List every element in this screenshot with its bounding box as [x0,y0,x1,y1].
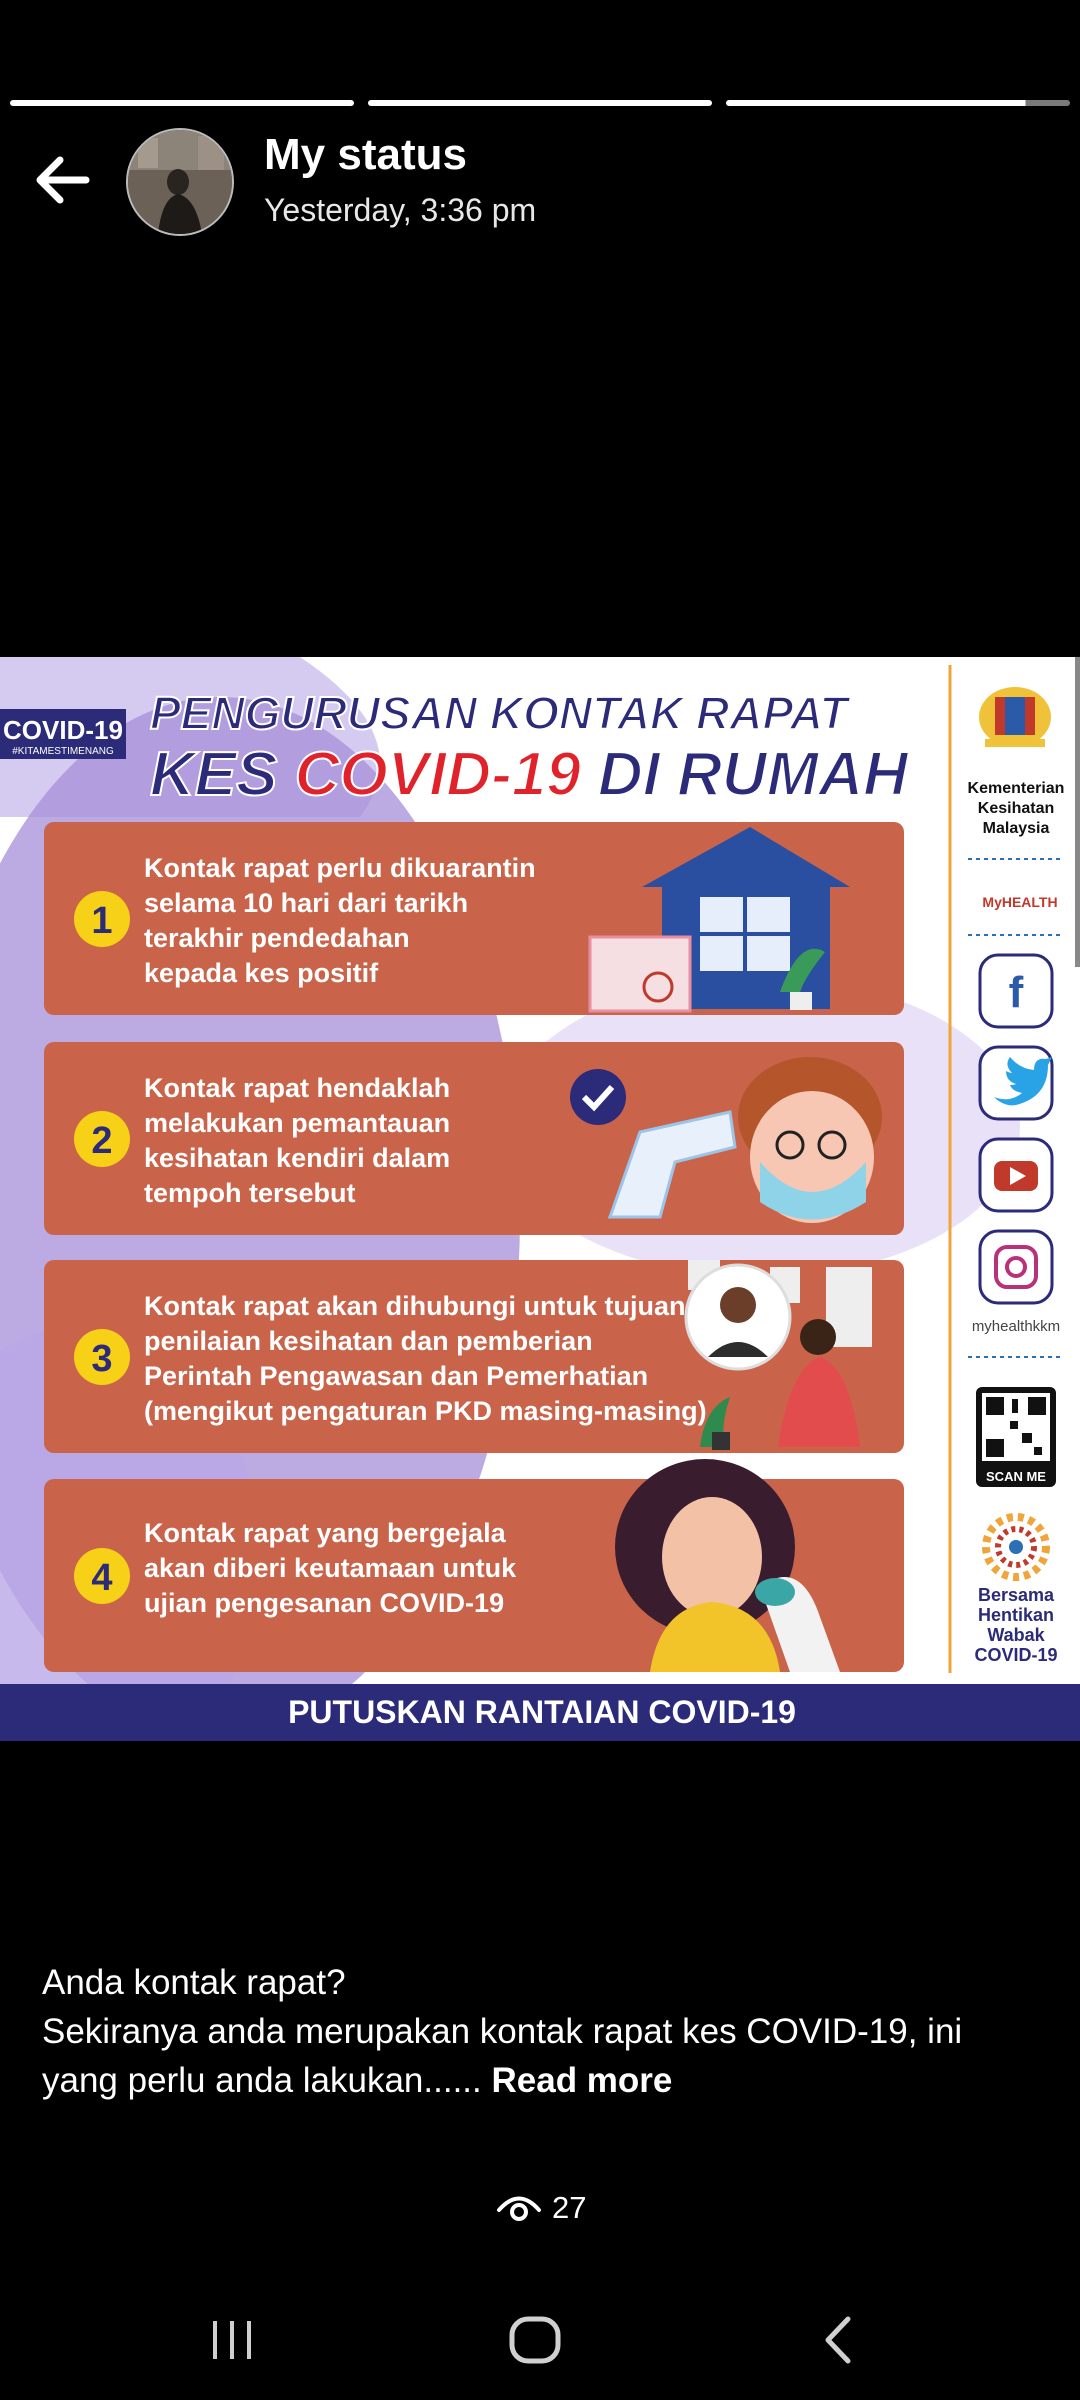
system-back-button[interactable] [810,2310,866,2370]
campaign-line-3: Wabak [987,1625,1045,1645]
facebook-icon [980,955,1052,1027]
svg-text:Perintah Pengawasan dan Pemerh: Perintah Pengawasan dan Pemerhatian [144,1361,649,1391]
status-timestamp: Yesterday, 3:36 pm [264,192,537,228]
recent-apps-button[interactable] [200,2310,264,2370]
instagram-icon [980,1231,1052,1303]
svg-text:Kontak rapat hendaklah: Kontak rapat hendaklah [144,1073,451,1103]
campaign-line-2: Hentikan [977,1605,1055,1625]
svg-text:terakhir pendedahan: terakhir pendedahan [144,923,410,953]
step-number: 2 [91,1120,113,1162]
svg-text:ujian pengesanan COVID-19: ujian pengesanan COVID-19 [144,1588,505,1618]
recent-apps-icon [207,2317,257,2363]
status-image [0,657,1080,1741]
svg-text:Kontak rapat akan dihubungi un: Kontak rapat akan dihubungi untuk tujuan [144,1291,686,1321]
campaign-line-1: Bersama [977,1585,1055,1605]
poster-headline-line1: PENGURUSAN KONTAK RAPAT [150,687,848,739]
step-card-3 [44,1260,904,1453]
status-caption [42,1958,1042,2105]
caption-line-1: Anda kontak rapat? [42,1963,346,2002]
campaign-line-4: COVID-19 [974,1645,1058,1665]
myhealth-logo: MyHEALTH [982,894,1058,910]
status-title: My status [264,130,467,179]
svg-text:kepada kes positif: kepada kes positif [144,958,379,988]
youtube-icon [980,1139,1052,1211]
covid-badge-title: COVID-19 [3,715,123,745]
avatar[interactable] [126,128,234,236]
twitter-icon [980,1047,1052,1119]
social-handle: myhealthkkm [971,1318,1061,1335]
scan-me-label: SCAN ME [986,1469,1046,1484]
step-number: 3 [91,1338,113,1380]
back-nav-icon [818,2315,858,2365]
eye-icon [496,2193,542,2223]
view-count[interactable] [496,2190,586,2226]
home-icon [508,2313,562,2367]
svg-text:selama 10 hari dari tarikh: selama 10 hari dari tarikh [144,888,469,918]
read-more-link[interactable]: Read more [491,2061,673,2100]
svg-text:akan diberi keutamaan untuk: akan diberi keutamaan untuk [144,1553,517,1583]
svg-text:kesihatan kendiri dalam: kesihatan kendiri dalam [144,1143,451,1173]
svg-text:f: f [1008,968,1024,1017]
home-button[interactable] [500,2310,570,2370]
ministry-name-2: Kesihatan [977,800,1055,817]
step-card-4 [44,1459,904,1672]
ministry-crest [979,687,1051,747]
svg-text:Kontak rapat yang bergejala: Kontak rapat yang bergejala [144,1518,506,1548]
poster-footer: PUTUSKAN RANTAIAN COVID-19 [288,1694,796,1730]
svg-text:melakukan pemantauan: melakukan pemantauan [144,1108,451,1138]
svg-text:(mengikut pengaturan PKD masin: (mengikut pengaturan PKD masing-masing) [144,1396,707,1426]
caption-body: Sekiranya anda merupakan kontak rapat kes COVID-19, ini yang perlu anda lakukan...... [42,2012,963,2100]
svg-text:Kontak rapat perlu dikuarantin: Kontak rapat perlu dikuarantin [144,853,536,883]
step-number: 4 [91,1557,113,1599]
ministry-name-1: Kementerian [967,780,1065,797]
back-button[interactable] [30,150,96,210]
step-card-1 [44,822,904,1015]
svg-text:penilaian kesihatan dan pember: penilaian kesihatan dan pemberian [144,1326,593,1356]
view-count-value: 27 [552,2190,587,2225]
status-progress-2 [368,100,712,106]
svg-text:tempoh tersebut: tempoh tersebut [144,1178,356,1208]
arrow-left-icon [30,150,96,210]
status-progress-3 [726,100,1070,106]
poster-headline-line2: KES COVID-19 DI RUMAH [150,740,908,809]
step-card-2 [44,1042,904,1235]
status-progress-1 [10,100,354,106]
ministry-name-3: Malaysia [982,820,1050,837]
avatar-photo [128,130,232,234]
covid-badge-hashtag: #KITAMESTIMENANG [12,746,114,757]
step-number: 1 [91,900,113,942]
